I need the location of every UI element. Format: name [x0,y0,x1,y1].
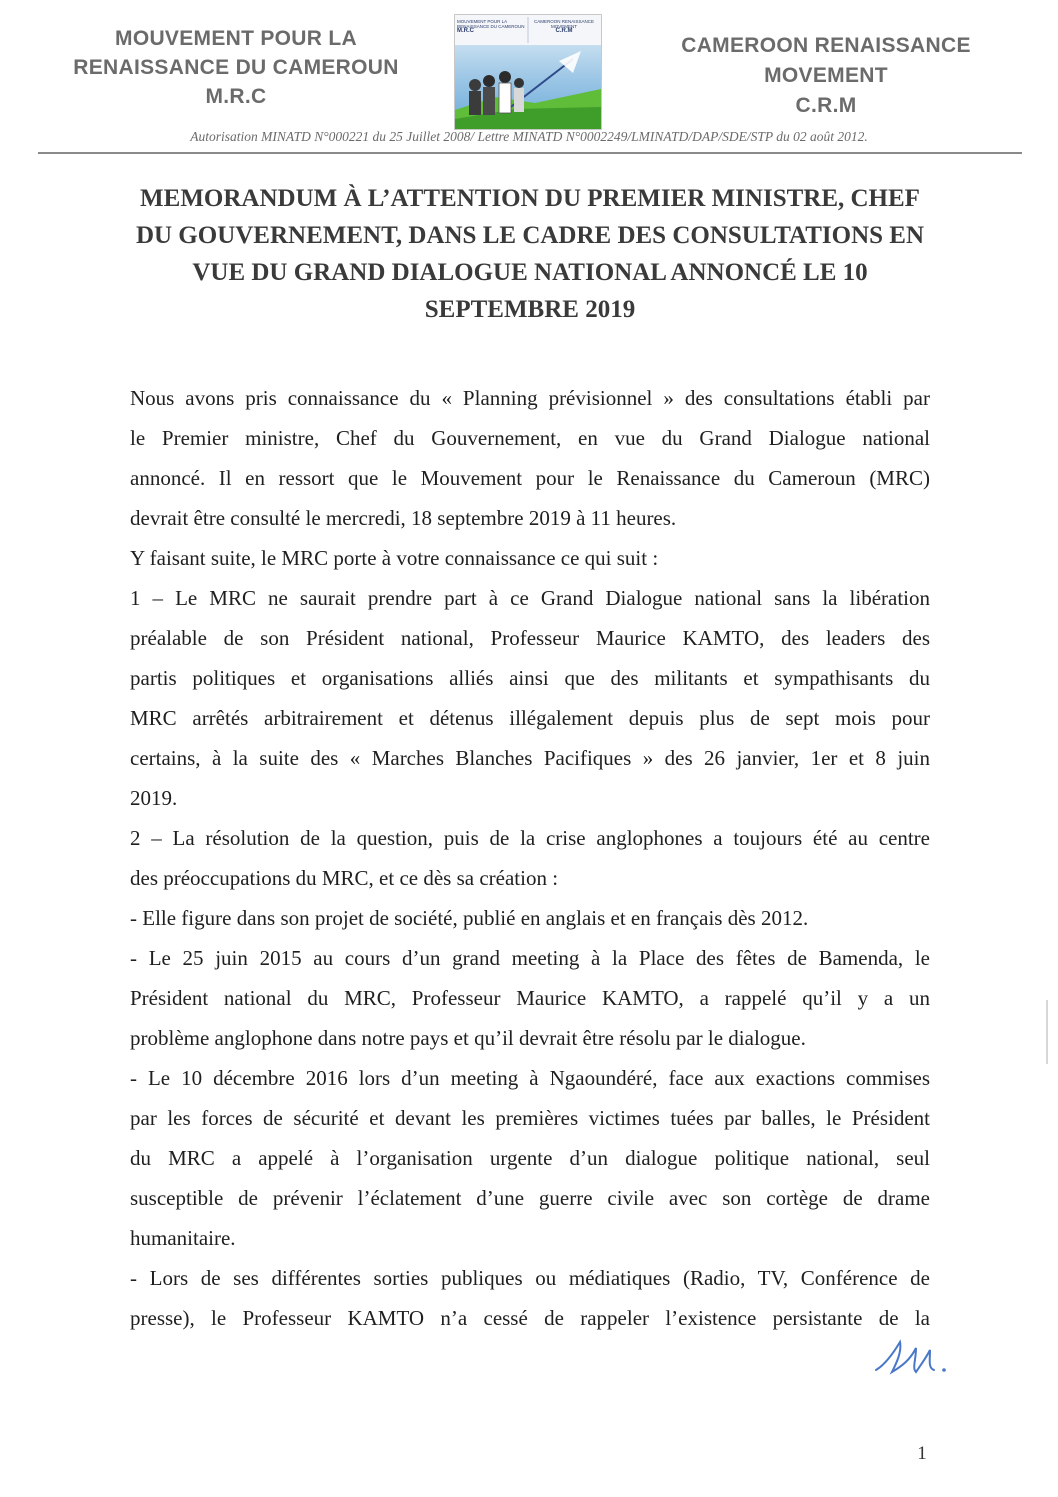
memo-body [130,378,930,1338]
page-number: 1 [917,1443,927,1464]
body-line: - Le 10 décembre 2016 lors d’un meeting à Ngaoundéré, face aux exactions commises [130,1066,930,1090]
letterhead-right-line-2: MOVEMENT [764,64,888,87]
logo-text-right: CAMEROON RENAISSANCE MOVEMENT C.R.M [533,19,594,34]
letterhead-right-line-3: C.R.M [795,94,857,117]
body-line: - Lors de ses différentes sorties publiques ou médiatiques (Radio, TV, Conférence de [130,1266,930,1290]
body-line: partis politiques et organisations alliés ainsi que des militants et sympathisants du [130,666,930,690]
body-line: préalable de son Président national, Professeur Maurice KAMTO, des leaders des [130,626,930,650]
title-line-4: SEPTEMBRE 2019 [424,296,636,323]
party-logo [454,14,602,130]
header-divider [38,152,1022,154]
body-line: 2 – La résolution de la question, puis de la crise anglophones a toujours été au centre [130,826,930,850]
title-line-1: MEMORANDUM À L’ATTENTION DU PREMIER MINISTRE, CHEF [140,185,920,212]
body-line: humanitaire. [130,1226,236,1250]
letterhead-right [640,31,1012,121]
letterhead-right-line-1: CAMEROON RENAISSANCE [681,34,971,57]
letterhead-left-line-3: M.R.C [205,85,267,108]
authorisation-line: Autorisation MINATD N°000221 du 25 Juillet 2008/ Lettre MINATD N°0002249/LMINATD/DAP/SDE/STP du 02 août 2012. [190,129,868,144]
initials-signature [872,1330,952,1380]
body-line: certains, à la suite des « Marches Blanches Pacifiques » des 26 janvier, 1er et 8 juin [130,746,930,770]
body-line: susceptible de prévenir l’éclatement d’une guerre civile avec son cortège de drame [130,1186,930,1210]
scan-edge-mark [1046,1000,1048,1064]
body-line: problème anglophone dans notre pays et qu’il devrait être résolu par le dialogue. [130,1026,806,1050]
body-line: devrait être consulté le mercredi, 18 septembre 2019 à 11 heures. [130,506,677,530]
body-line: annoncé. Il en ressort que le Mouvement pour le Renaissance du Cameroun (MRC) [130,466,930,490]
letterhead-left-line-1: MOUVEMENT POUR LA [115,27,357,50]
document-title [120,180,940,328]
body-line: - Le 25 juin 2015 au cours d’un grand meeting à la Place des fêtes de Bamenda, le [130,946,930,970]
logo-text-left: MOUVEMENT POUR LA RENAISSANCE DU CAMEROUN M.R.C [457,19,525,34]
body-line: 2019. [130,786,178,810]
body-line: Y faisant suite, le MRC porte à votre connaissance ce qui suit : [130,546,659,570]
body-line: du MRC a appelé à l’organisation urgente d’un dialogue politique national, seul [130,1146,930,1170]
title-line-3: VUE DU GRAND DIALOGUE NATIONAL ANNONCÉ LE 10 [192,259,868,286]
body-line: MRC arrêtés arbitrairement et détenus illégalement depuis plus de sept mois pour [130,706,930,730]
body-line: - Elle figure dans son projet de société, publié en anglais et en français dès 2012. [130,906,809,930]
body-line: des préoccupations du MRC, et ce dès sa création : [130,866,559,890]
title-line-2: DU GOUVERNEMENT, DANS LE CADRE DES CONSULTATIONS EN [135,222,925,249]
body-line: presse), le Professeur KAMTO n’a cessé de rappeler l’existence persistante de la [130,1306,930,1330]
letterhead-left-line-2: RENAISSANCE DU CAMEROUN [73,56,399,79]
letterhead-left [50,24,422,111]
body-line: Nous avons pris connaissance du « Planning prévisionnel » des consultations établi par [130,386,930,410]
body-line: Président national du MRC, Professeur Maurice KAMTO, a rappelé qu’il y a un [130,986,930,1010]
body-line: 1 – Le MRC ne saurait prendre part à ce Grand Dialogue national sans la libération [130,586,930,610]
body-line: par les forces de sécurité et devant les premières victimes tuées par balles, le Président [130,1106,930,1130]
body-line: le Premier ministre, Chef du Gouvernement, en vue du Grand Dialogue national [130,426,930,450]
